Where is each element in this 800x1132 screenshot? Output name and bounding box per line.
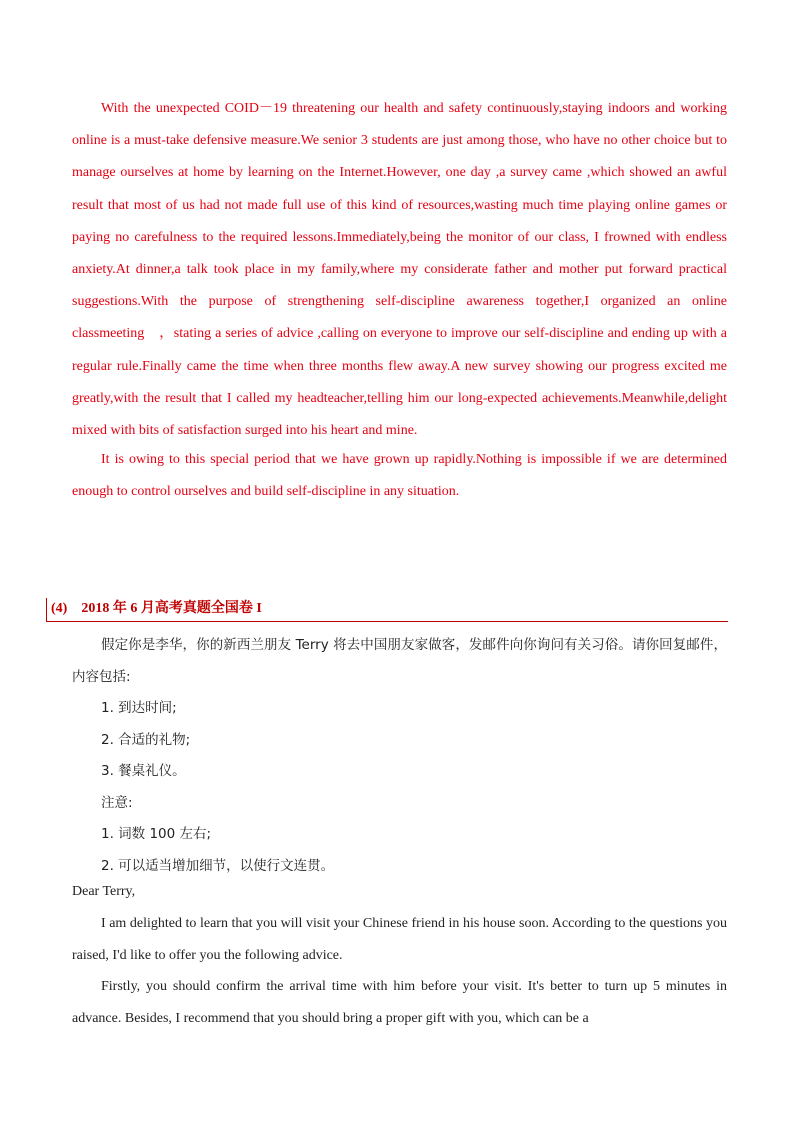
task-item-2: 2. 合适的礼物; <box>101 731 191 748</box>
letter-paragraph-2: Firstly, you should confirm the arrival time with him before your visit. It's better to turn up 5 minutes in advance. Besides, I recommend that you should bring a proper gift with you, which can be a <box>72 979 727 1027</box>
section-title: 2018 年 6 月高考真题全国卷 I <box>81 601 262 616</box>
model-letter <box>72 876 727 1035</box>
section-number: (4) <box>51 601 68 616</box>
task-item-3: 3. 餐桌礼仪。 <box>101 763 186 779</box>
task-note-1: 1. 词数 100 左右; <box>101 826 212 842</box>
task-item-1: 1. 到达时间; <box>101 700 177 716</box>
letter-paragraph-1: I am delighted to learn that you will visit your Chinese friend in his house soon. According to the questions you raised, I'd like to offer you the following advice. <box>72 915 727 963</box>
essay-paragraph-1: With the unexpected COID－19 threatening our health and safety continuously,staying indoors and working online is a must-take defensive measure.We senior 3 students are just among those, who have no other choice but to manage ourselves at home by learning on the Internet.However, one day ,a survey came ,which showed an awful result that most of us had not made full use of this kind of resources,wasting much time playing online games or paying no carefulness to the required lessons.Immediately,being the monitor of our class, I frowned with endless anxiety.At dinner,a talk took place in my family,where my considerate father and mother put forward practical suggestions.With the purpose of strengthening self-discipline awareness together,I organized an online classmeeting ，stating a series of advice ,calling on everyone to improve our self-discipline and ending up with a regular rule.Finally came the time when three months flew away.A new survey showing our progress excited me greatly,with the result that I called my headteacher,telling him our long-expected achievements.Meanwhile,delight mixed with bits of satisfaction surged into his heart and mine. <box>72 101 727 439</box>
task-notes-label: 注意: <box>101 794 133 811</box>
letter-salutation: Dear Terry, <box>72 884 136 899</box>
task-intro: 假定你是李华，你的新西兰朋友 Terry 将去中国朋友家做客，发邮件向你询问有关习俗。请你回复邮件，内容包括: <box>72 637 727 685</box>
task-note-2: 2. 可以适当增加细节，以使行文连贯。 <box>101 857 335 874</box>
essay-paragraph-2: It is owing to this special period that we have grown up rapidly.Nothing is impossible if we are determined enough to control ourselves and build self-discipline in any situation. <box>72 452 727 500</box>
sample-essay <box>72 93 727 509</box>
writing-task <box>72 630 727 882</box>
section-header <box>46 598 728 622</box>
